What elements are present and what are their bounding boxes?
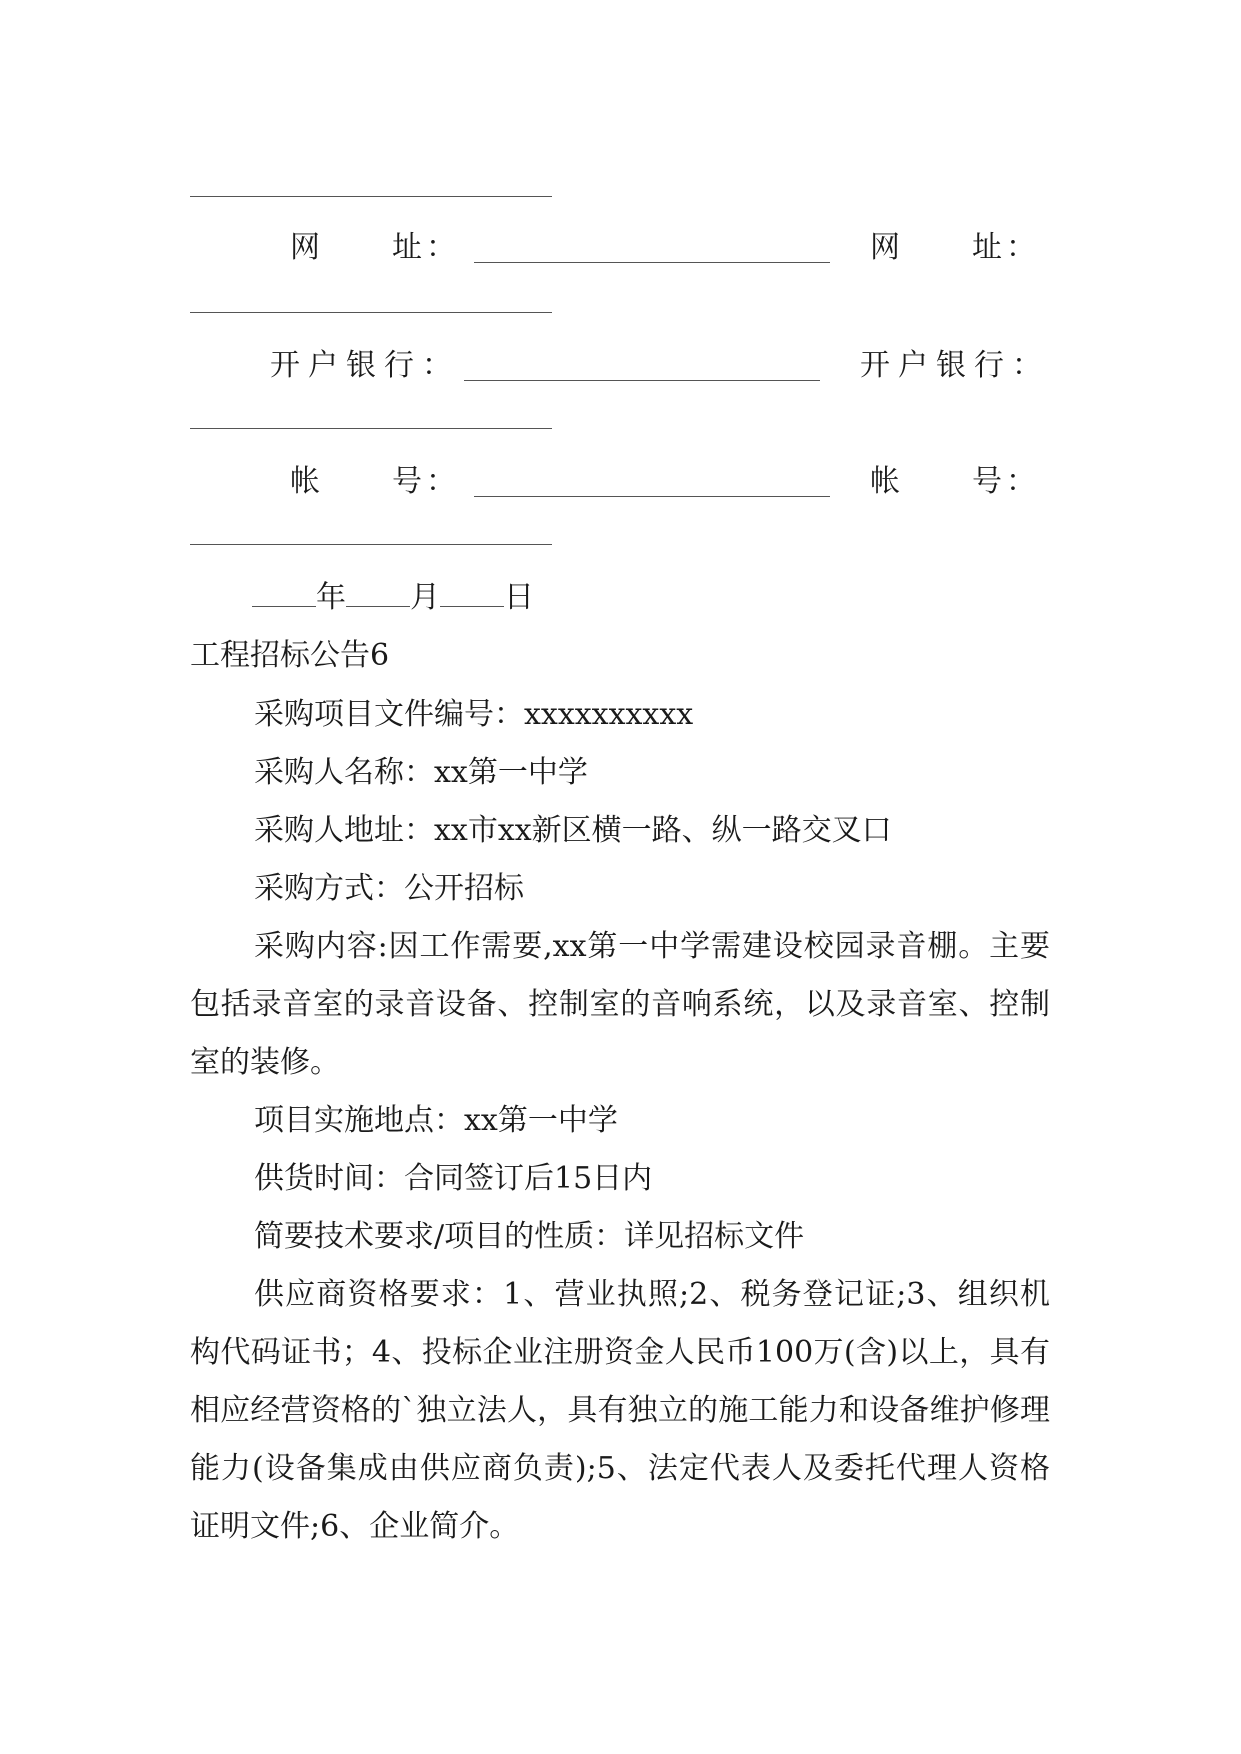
bank-blank-left bbox=[464, 380, 820, 381]
delivery-time: 供货时间：合同签订后15日内 bbox=[254, 1161, 653, 1196]
date-line bbox=[252, 572, 534, 616]
account-label-right: 帐 号： bbox=[870, 464, 1040, 499]
section-title: 工程招标公告6 bbox=[190, 638, 390, 673]
month-label: 月 bbox=[410, 580, 440, 615]
website-label-left: 网 址： bbox=[290, 230, 460, 265]
account-blank-left bbox=[474, 496, 830, 497]
website-label-right: 网 址： bbox=[870, 230, 1040, 265]
procurement-method: 采购方式：公开招标 bbox=[254, 871, 524, 906]
bank-label-left: 开户银行： bbox=[270, 348, 460, 383]
day-label: 日 bbox=[504, 580, 534, 615]
bank-blank-right bbox=[190, 428, 552, 429]
month-blank bbox=[346, 576, 410, 607]
project-site: 项目实施地点：xx第一中学 bbox=[254, 1103, 618, 1138]
website-blank-right bbox=[190, 312, 552, 313]
file-number: 采购项目文件编号：xxxxxxxxxx bbox=[254, 697, 694, 732]
website-blank-left bbox=[474, 262, 830, 263]
procurement-content: 采购内容:因工作需要,xx第一中学需建设校园录音棚。主要包括录音室的录音设备、控制室的音响系统，以及录音室、控制室的装修。 bbox=[190, 929, 1050, 1080]
website-row bbox=[190, 222, 1050, 282]
account-label-left: 帐 号： bbox=[290, 464, 460, 499]
buyer-name: 采购人名称：xx第一中学 bbox=[254, 755, 588, 790]
supplier-qualifications: 供应商资格要求：1、营业执照;2、税务登记证;3、组织机构代码证书；4、投标企业注册资金人民币100万(含)以上，具有相应经营资格的`独立法人，具有独立的施工能力和设备维护修理能力(设备集成由供应商负责);5、法定代表人及委托代理人资格证明文件;6、企业简介。 bbox=[190, 1277, 1050, 1544]
year-label: 年 bbox=[316, 580, 346, 615]
bank-label-right: 开户银行： bbox=[860, 348, 1050, 383]
account-row bbox=[190, 456, 1050, 516]
buyer-address: 采购人地址：xx市xx新区横一路、纵一路交叉口 bbox=[254, 813, 892, 848]
technical-requirements: 简要技术要求/项目的性质：详见招标文件 bbox=[254, 1219, 805, 1254]
bank-row bbox=[190, 340, 1050, 400]
account-blank-right bbox=[190, 544, 552, 545]
blank-line bbox=[190, 196, 552, 197]
day-blank bbox=[440, 576, 504, 607]
year-blank bbox=[252, 576, 316, 607]
